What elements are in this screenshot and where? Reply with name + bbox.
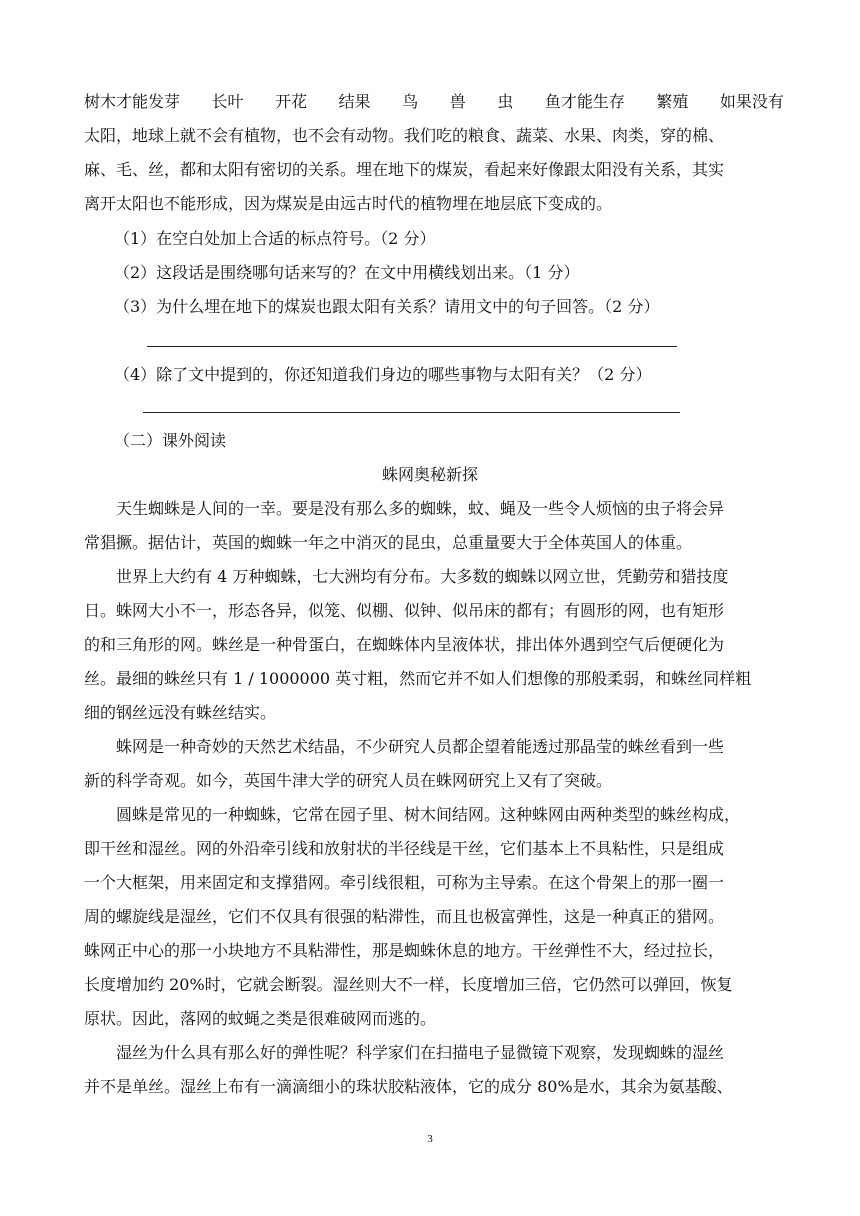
text-line: 世界上大约有 4 万种蜘蛛，七大洲均有分布。大多数的蜘蛛以网立世，凭勤劳和猎技度 bbox=[116, 567, 729, 586]
text-line: 并不是单丝。湿丝上布有一滴滴细小的珠状胶粘液体，它的成分 80%是水，其余为氨基酸、 bbox=[84, 1077, 733, 1096]
text-line: 的和三角形的网。蛛丝是一种骨蛋白，在蜘蛛体内呈液体状，排出体外遇到空气后便硬化为 bbox=[84, 635, 725, 654]
word: 开花 bbox=[275, 92, 308, 111]
text-line: 常猖撅。据估计，英国的蜘蛛一年之中消灭的昆虫，总重量要大于全体英国人的体重。 bbox=[84, 533, 693, 552]
word: 结果 bbox=[338, 92, 371, 111]
text-line: 原状。因此，落网的蚊蝇之类是很难破网而逃的。 bbox=[84, 1009, 437, 1028]
text-line: 蛛网正中心的那一小块地方不具粘滞性，那是蜘蛛休息的地方。干丝弹性不大，经过拉长， bbox=[84, 941, 725, 960]
text-line: 丝。最细的蛛丝只有 1 / 1000000 英寸粗，然而它并不如人们想像的那般柔弱，和蛛丝同样粗 bbox=[84, 669, 752, 688]
article-title: 蛛网奥秘新探 bbox=[381, 465, 478, 484]
question-2: （2）这段话是围绕哪句话来写的？在文中用横线划出来。（1 分） bbox=[114, 263, 580, 282]
page-number: 3 bbox=[427, 1133, 433, 1145]
text-line: 蛛网是一种奇妙的天然艺术结晶，不少研究人员都企望着能透过那晶莹的蛛丝看到一些 bbox=[116, 737, 725, 756]
text-line: 离开太阳也不能形成，因为煤炭是由远古时代的植物埋在地层底下变成的。 bbox=[84, 194, 613, 213]
word: 如果没有 bbox=[719, 92, 784, 111]
text-line: 日。蛛网大小不一，形态各异，似笼、似棚、似钟、似吊床的都有；有圆形的网，也有矩形 bbox=[84, 601, 725, 620]
word: 鸟 bbox=[402, 92, 419, 111]
question-1: （1）在空白处加上合适的标点符号。（2 分） bbox=[114, 229, 436, 248]
text-line: 长度增加约 20%时，它就会断裂。湿丝则大不一样，长度增加三倍，它仍然可以弹回，恢复 bbox=[84, 975, 733, 994]
text-line-1 bbox=[84, 92, 784, 112]
answer-line-3[interactable] bbox=[147, 346, 677, 347]
text-line: 麻、毛、丝，都和太阳有密切的关系。埋在地下的煤炭，看起来好像跟太阳没有关系，其实 bbox=[84, 160, 725, 179]
word: 虫 bbox=[497, 92, 514, 111]
text-line: 新的科学奇观。如今，英国牛津大学的研究人员在蛛网研究上又有了突破。 bbox=[84, 771, 613, 790]
text-line: 即干丝和湿丝。网的外沿牵引线和放射状的半径线是干丝，它们基本上不具粘性，只是组成 bbox=[84, 839, 725, 858]
text-line: 太阳，地球上就不会有植物，也不会有动物。我们吃的粮食、蔬菜、水果、肉类，穿的棉、 bbox=[84, 126, 725, 145]
word: 繁殖 bbox=[656, 92, 689, 111]
text-line: 天生蜘蛛是人间的一幸。要是没有那么多的蜘蛛，蚊、蝇及一些令人烦恼的虫子将会异 bbox=[116, 499, 725, 518]
text-line: 一个大框架，用来固定和支撑猎网。牵引线很粗，可称为主导索。在这个骨架上的那一圈一 bbox=[84, 873, 725, 892]
text-line: 周的螺旋线是湿丝，它们不仅具有很强的粘滞性，而且也极富弹性，这是一种真正的猎网。 bbox=[84, 907, 725, 926]
word: 长叶 bbox=[211, 92, 244, 111]
text-line: 湿丝为什么具有那么好的弹性呢？科学家们在扫描电子显微镜下观察，发现蜘蛛的湿丝 bbox=[116, 1043, 725, 1062]
section-heading: （二）课外阅读 bbox=[114, 431, 227, 450]
answer-line-4[interactable] bbox=[143, 412, 680, 413]
text-line: 细的钢丝远没有蛛丝结实。 bbox=[84, 703, 277, 722]
question-3: （3）为什么埋在地下的煤炭也跟太阳有关系？请用文中的句子回答。（2 分） bbox=[114, 297, 660, 316]
question-4: （4）除了文中提到的，你还知道我们身边的哪些事物与太阳有关？（2 分） bbox=[114, 365, 652, 384]
word: 兽 bbox=[449, 92, 466, 111]
word: 树木才能发芽 bbox=[84, 92, 181, 111]
word: 鱼才能生存 bbox=[544, 92, 625, 111]
text-line: 圆蛛是常见的一种蜘蛛，它常在园子里、树木间结网。这种蛛网由两种类型的蛛丝构成， bbox=[116, 805, 741, 824]
